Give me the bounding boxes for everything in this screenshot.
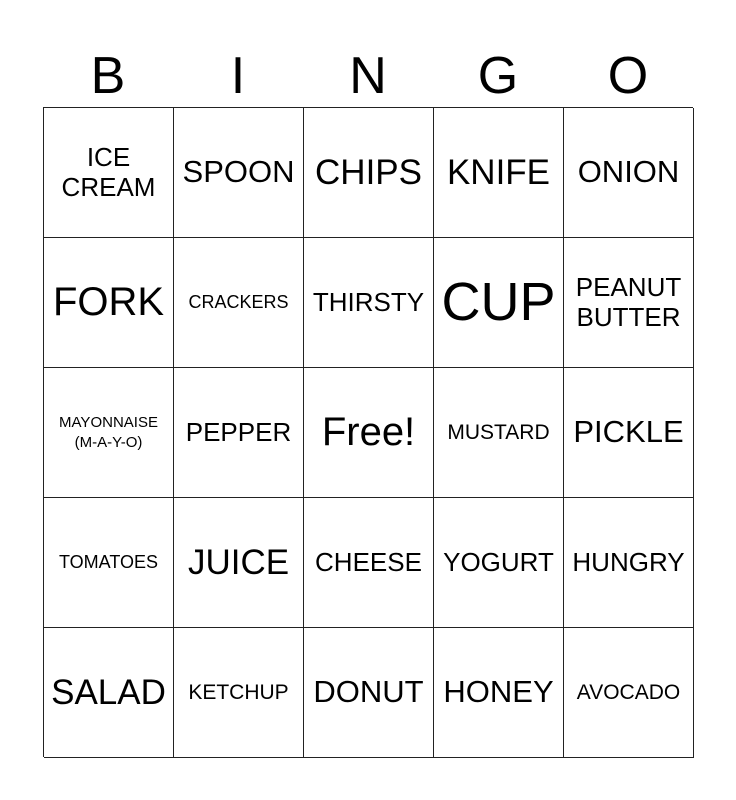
cell-word: FORK: [52, 280, 165, 325]
cell-word: PICKLE: [573, 414, 684, 450]
bingo-cell[interactable]: [44, 238, 174, 368]
bingo-cell[interactable]: [434, 238, 564, 368]
cell-word: KETCHUP: [188, 680, 289, 704]
cell-word: HUNGRY: [572, 546, 685, 577]
cell-word: THIRSTY: [312, 286, 425, 317]
bingo-cell[interactable]: [434, 108, 564, 238]
cell-word: PEPPER: [185, 416, 292, 447]
bingo-cell[interactable]: [564, 368, 694, 498]
cell-word: DONUT: [313, 674, 424, 710]
bingo-cell[interactable]: [564, 238, 694, 368]
cell-word: MAYONNAISE (M-A-Y-O): [59, 414, 158, 451]
cell-word: ONION: [577, 154, 680, 190]
header-letter-i: I: [230, 47, 246, 105]
cell-word: JUICE: [187, 542, 290, 582]
bingo-cell[interactable]: [174, 368, 304, 498]
cell-word: Free!: [321, 410, 416, 455]
bingo-cell[interactable]: [564, 108, 694, 238]
cell-word: HONEY: [443, 674, 554, 710]
cell-word: ICE CREAM: [61, 142, 156, 202]
cell-word: CHEESE: [315, 546, 422, 577]
bingo-cell[interactable]: [564, 628, 694, 758]
cell-word: SPOON: [182, 154, 295, 190]
cell-word: SALAD: [51, 672, 166, 712]
bingo-cell[interactable]: [304, 498, 434, 628]
bingo-header: [43, 46, 693, 106]
cell-word: MUSTARD: [447, 420, 550, 444]
cell-word: AVOCADO: [576, 680, 681, 704]
bingo-cell[interactable]: [44, 628, 174, 758]
cell-word: YOGURT: [443, 546, 554, 577]
bingo-cell[interactable]: [564, 498, 694, 628]
header-letter-n: N: [349, 47, 387, 105]
header-letter-b: B: [90, 47, 126, 105]
bingo-cell[interactable]: [174, 498, 304, 628]
header-letter-g: G: [477, 47, 519, 105]
bingo-cell[interactable]: [174, 238, 304, 368]
cell-word: CRACKERS: [188, 292, 289, 313]
cell-word: KNIFE: [446, 152, 551, 192]
bingo-cell[interactable]: [44, 368, 174, 498]
bingo-cell[interactable]: [434, 368, 564, 498]
bingo-cell[interactable]: [304, 368, 434, 498]
bingo-cell[interactable]: [304, 628, 434, 758]
bingo-cell[interactable]: [434, 628, 564, 758]
bingo-board: [43, 107, 693, 757]
bingo-cell[interactable]: [44, 498, 174, 628]
bingo-cell[interactable]: [304, 238, 434, 368]
bingo-cell[interactable]: [434, 498, 564, 628]
bingo-cell[interactable]: [304, 108, 434, 238]
bingo-cell[interactable]: [174, 108, 304, 238]
cell-word: CUP: [441, 272, 556, 333]
bingo-cell[interactable]: [44, 108, 174, 238]
cell-word: CHIPS: [315, 152, 422, 192]
cell-word: PEANUT BUTTER: [575, 272, 682, 332]
bingo-cell[interactable]: [174, 628, 304, 758]
cell-word: TOMATOES: [58, 552, 159, 573]
header-letter-o: O: [607, 47, 649, 105]
